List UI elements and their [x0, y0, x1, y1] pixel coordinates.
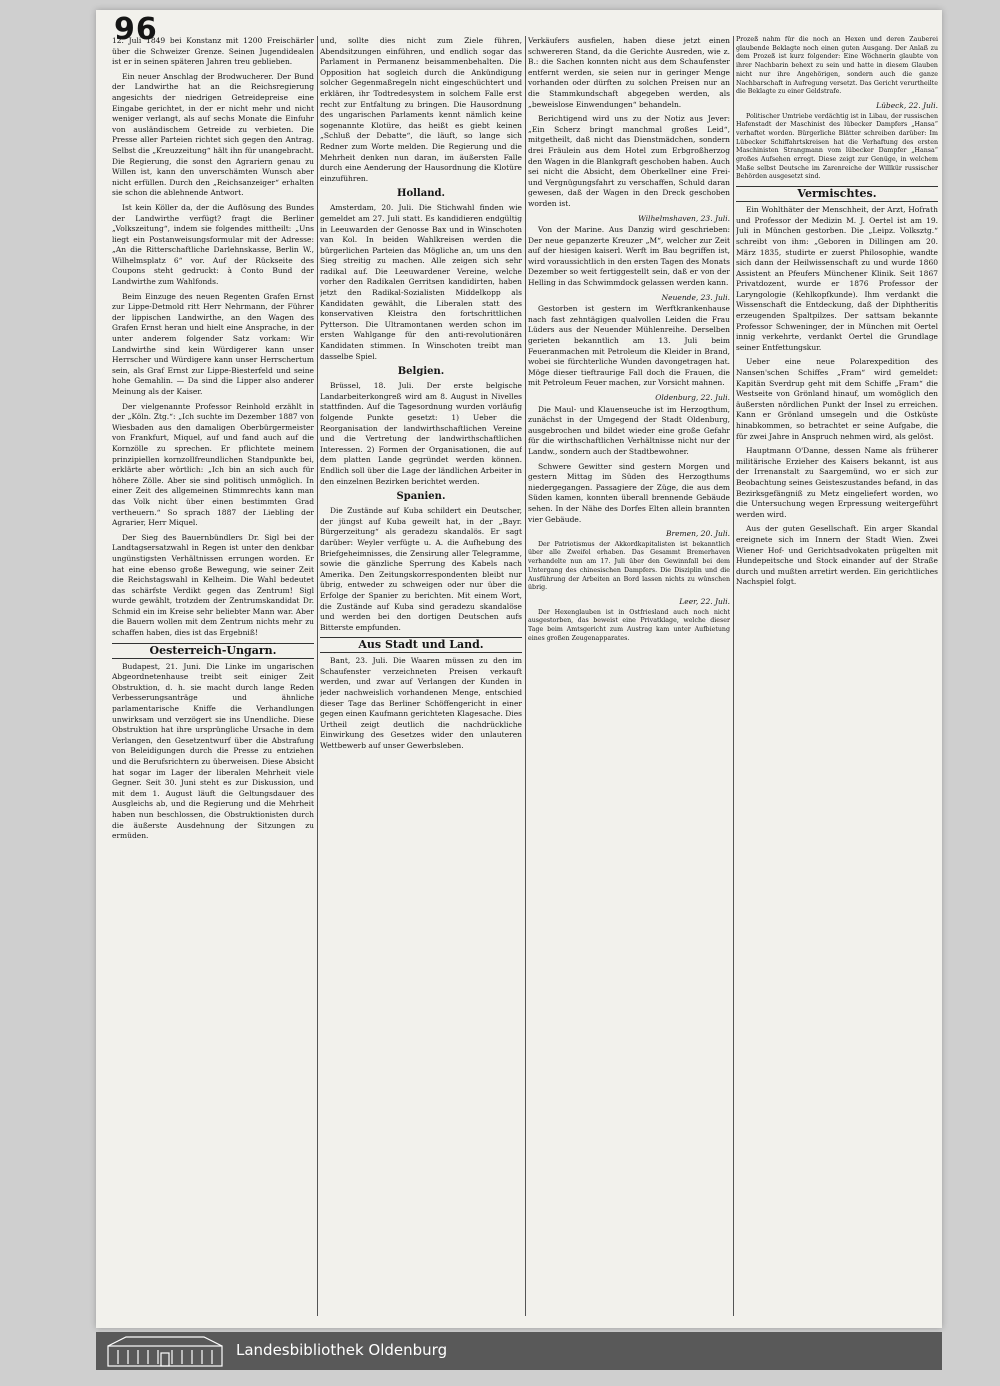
newspaper-page: [96, 10, 942, 1328]
dateline: Neuende, 23. Juli.: [661, 292, 730, 302]
column-4: [736, 36, 938, 1316]
section-heading: Aus Stadt und Land.: [320, 637, 522, 653]
article-paragraph: Ein neuer Anschlag der Brodwucherer. Der Bund der Landwirthe hat an die Reichsregierung angesichts der niedrigen Getreidepreise eine Eingabe gerichtet, in der er nicht mehr und nicht weniger verlangt, als auf sechs Monate die Einfuhr von ausländischem Getreide zu verbieten. Die Presse aller Parteien richtet sich gegen den Antrag. Selbst die „Kreuzzeitung“ hält ihn für unangebracht. Die Regierung, die sonst den Agrariern genau zu Willen ist, kann den unverschämten Wunsch aber nicht erfüllen. Durch den „Reichsanzeiger“ erhalten sie schon die ablehnende Antwort.: [112, 71, 314, 198]
dateline: Wilhelmshaven, 23. Juli.: [638, 213, 730, 223]
article-paragraph: Brüssel, 18. Juli. Der erste belgische Landarbeiterkongreß wird am 8. August in Nivelles stattfinden. Auf die Tagesordnung wurden vorläufig folgende Punkte gesetzt: 1) Ueber die Reorganisation der landwirthschaftlichen Vereine und die Vertretung der landwirthschaftlichen Interessen. 2) Formen der Organisationen, die auf dem platten Lande gegründet werden können. Endlich soll über die Lage der ländlichen Arbeiter in den einzelnen Bezirken berichtet werden.: [320, 381, 522, 486]
article-paragraph: Aus der guten Gesellschaft. Ein arger Skandal ereignete sich im Innern der Stadt Wien. Zwei Wiener Hof- und Gerichtsadvokaten prügelten mit Hundepeitsche und Stock einander auf der Straße durch und mußten arretirt werden. Ein gerichtliches Nachspiel folgt.: [736, 524, 938, 587]
section-heading: Oesterreich-Ungarn.: [112, 643, 314, 659]
section-heading: Vermischtes.: [736, 186, 938, 202]
column-1: [112, 36, 314, 1316]
article-paragraph: Beim Einzuge des neuen Regenten Grafen Ernst zur Lippe-Detmold ritt Herr Nehrmann, der Führer der lippischen Landwirthe, an den Wagen des Grafen Ernst heran und hielt eine Ansprache, in der unter anderem folgender Satz vorkam: Wir Landwirthe sind kein Würdigerer kann unser Herrscher und Würdigere kann unser Herrschertum sein, als Graf Ernst zur Lippe-Biesterfeld und seine hohe Gemahlin. — Da sind die Lipper also anderer Meinung als der Kaiser.: [112, 291, 314, 396]
section-heading: Belgien.: [397, 366, 445, 378]
column-rule: [525, 36, 526, 1316]
article-paragraph: Der Sieg des Bauernbündlers Dr. Sigl bei der Landtagsersatzwahl in Regen ist unter den denkbar ungünstigsten Verhältnissen errungen worden. Er hat eine ebenso große Bewegung, wie seiner Zeit die Reichstagswahl in Kelheim. Die Wahl bedeutet das schärfste Verdikt gegen das Zentrum! Sigl wurde gewählt, trotzdem der Zentrumskandidat Dr. Schmid ein im Kreise sehr beliebter Mann war. Aber die Bauern wollen mit dem Zentrum nichts mehr zu schaffen haben, dies ist das Ergebniß!: [112, 532, 314, 638]
column-2: [320, 36, 522, 1316]
article-paragraph: Ist kein Köller da, der die Auflösung des Bundes der Landwirthe verfügt? fragt die Berliner „Volkszeitung“, indem sie folgendes mittheilt: „Uns liegt ein Postanweisungsformular mit der Adresse: „An die Ritterschaftliche Darlehnskasse, Berlin W., Wilhelmsplatz 6“ vor. Auf der Rückseite des Coupons steht gedruckt: à Conto Bund der Landwirthe zum Wahlfonds.: [112, 202, 314, 287]
article-paragraph: Schwere Gewitter sind gestern Morgen und gestern Mittag im Süden des Herzogthums niedergegangen. Passagiere der Züge, die aus dem Süden kamen, konnten überall brennende Gebäude sehen. In der Nähe des Dorfes Elten allein brannten vier Gebäude.: [528, 461, 730, 524]
article-paragraph: Berichtigend wird uns zu der Notiz aus Jever: „Ein Scherz bringt manchmal großes Leid“, mitgetheilt, daß nicht das Dienstmädchen, sondern drei Fräulein aus dem Hotel zum Erbgroßherzog den Wagen in die Blankgraft geschoben haben. Auch sei nicht die Absicht, dem Oberkellner eine Frei- und Vergnügungsfahrt zu verschaffen, Schuld daran gewesen, daß der Wagen in den Dreck geschoben worden ist.: [528, 114, 730, 208]
dateline: Bremen, 20. Juli.: [665, 529, 730, 539]
library-building-logo: [106, 1334, 224, 1368]
column-rule: [733, 36, 734, 1316]
column-3: [528, 36, 730, 1316]
article-paragraph: Budapest, 21. Juni. Die Linke im ungarischen Abgeordnetenhause treibt seit einiger Zeit Obstruktion, d. h. sie macht durch lange Reden Verbesserungsanträge und ähnliche parlamentarische Kniffe die Verhandlungen unwirksam und verzögert sie ins Unendliche. Diese Obstruktion hat ihre ursprüngliche Ursache in dem Verlangen, den Gesetzentwurf über die Abstrafung von Beleidigungen durch die Presse zu entziehen und die Berufsrichtern zu überweisen. Diese Absicht hat sogar im Lager der liberalen Mehrheit viele Gegner. Seit 30. Juni steht es zur Diskussion, und mit dem 1. August läuft die Geltungsdauer des Ausgleichs ab, und die Regierung und die Mehrheit haben nun beschlossen, die Obstruktionisten durch die äußerste Ausdehnung der Sitzungen zu ermüden.: [112, 661, 314, 841]
section-heading: Spanien.: [396, 491, 446, 503]
column-rule: [317, 36, 318, 1316]
article-paragraph: Der vielgenannte Professor Reinhold erzählt in der „Köln. Ztg.“: „Ich suchte im Dezember 1887 von Wiesbaden aus den damaligen Oberbürgermeister von Frankfurt, Miquel, auf und fand auch auf die Kornzölle zu sprechen. Er pflichtete meinem prinzipiellen kornzollfreundlichen Standpunkte bei, erklärte aber wörtlich: „Ich bin an sich auch für höhere Zölle. Aber sie sind politisch unmöglich. In einer Zeit des allgemeinen Stimmrechts kann man das Volk nicht über einen bestimmten Grad vertheuern.“ So sprach 1887 der Liebling der Agrarier, Herr Miquel.: [112, 401, 314, 528]
dateline: Lübeck, 22. Juli.: [876, 100, 938, 110]
article-paragraph: Prozeß nahm für die noch an Hexen und deren Zauberei glaubende Beklagte noch einen guten Ausgang. Der Anlaß zu dem Prozeß ist kurz folgender: Eine Wöchnerin glaubte von ihrer Nachbarin behext zu sein und hatte in diesem Glauben nicht nur ihre Angehörigen, sondern auch die ganze Nachbarschaft in Aufregung versetzt. Das Gericht verurtheilte die Beklagte zu einer Geldstrafe.: [736, 36, 938, 96]
article-paragraph: Ueber eine neue Polarexpedition des Nansen'schen Schiffes „Fram“ wird gemeldet: Kapitän Sverdrup geht mit dem Schiffe „Fram“ die Westseite von Grönland hinauf, um womöglich den äußersten nördlichen Punkt der Insel zu erreichen. Kann er Grönland umsegeln und die Ostküste hinabkommen, so betrachtet er seine Aufgabe, die für zwei Jahre in Anspruch nehmen wird, als gelöst.: [736, 357, 938, 441]
page-number: 96: [114, 12, 158, 47]
dateline: Oldenburg, 22. Juli.: [655, 393, 730, 402]
article-paragraph: Bant, 23. Juli. Die Waaren müssen zu den im Schaufenster verzeichneten Preisen verkauft werden, und zwar auf Verlangen der Kunden in jeder nachweislich vorhandenen Menge, entschied dieser Tage das Berliner Schöffengericht in einer gegen einen Kaufmann gerichteten Klagesache. Dies Urtheil zeigt deutlich die nachdrückliche Einwirkung des Gesetzes wider den unlauteren Wettbewerb auf unser Gewerbsleben.: [320, 656, 522, 751]
article-paragraph: Die Zustände auf Kuba schildert ein Deutscher, der jüngst auf Kuba geweilt hat, in der „Bayr. Bürgerzeitung“ als geradezu skandalös. Er sagt darüber: Weyler verfügte u. A. die Aufhebung des Briefgeheimnisses, die Zensirung aller Telegramme, sowie die gänzliche Sperrung des Kabels nach Amerika. Den Zeitungskorrespondenten bleibt nur übrig, entweder zu schweigen oder nur über die Erfolge der Spanier zu berichten. Mit einem Wort, die Zustände auf Kuba sind geradezu skandalöse und werden bei den dortigen Deutschen aufs Bitterste empfunden.: [320, 506, 522, 632]
article-paragraph: Der Hexenglauben ist in Ostfriesland auch noch nicht ausgestorben, das beweist eine Privatklage, welche dieser Tage beim Amtsgericht zum Austrag kam unter Aufbietung eines großen Zeugenapparates.: [528, 608, 730, 642]
article-paragraph: Ein Wohlthäter der Menschheit, der Arzt, Hofrath und Professor der Medizin M. J. Oertel ist am 19. Juli in München gestorben. Die „Leipz. Volksztg.“ schreibt von ihm: „Geboren in Dillingen am 20. März 1835, studirte er zuerst Philosophie, wandte sich dann der Heilwissenschaft zu und wurde 1860 Assistent an Pfeufers Münchener Klinik. Seit 1867 Privatdozent, wurde er 1876 Professor der Laryngologie (Kehlkopfkunde). Ihm verdankt die Wissenschaft die Entdeckung, daß der Diphtheritis erzeugenden Spaltpilzes. Der sattsam bekannte Professor Schweninger, der in München mit Oertel innig verkehrte, verdankt Oertel die Grundlage seiner Entfettungskur.: [736, 205, 938, 352]
library-name: Landesbibliothek Oldenburg: [236, 1341, 448, 1359]
article-paragraph: Verkäufers ausfielen, haben diese jetzt einen schwereren Stand, da die Gerichte Ausreden, wie z. B.: die Sachen konnten nicht aus dem Schaufenster entfernt werden, sie seien nur in geringer Menge vorhanden oder dürften zu solchen Preisen nur an die Stammkundschaft abgegeben werden, als „beweislose Einwendungen“ behandeln.: [528, 36, 730, 109]
article-paragraph: Hauptmann O'Danne, dessen Name als früherer militärische Erzieher des Kaisers bekannt, ist aus der Irrenanstalt zu Saargemünd, wo er sich zur Beobachtung seines Geisteszustandes befand, in das Bezirksgefängniß zu Metz eingeliefert worden, wo die Untersuchung wegen Erpressung weitergeführt werden wird.: [736, 446, 938, 519]
article-paragraph: Von der Marine. Aus Danzig wird geschrieben: Der neue gepanzerte Kreuzer „M“, welcher zur Zeit auf der hiesigen kaiserl. Werft im Bau begriffen ist, wird voraussichtlich in den ersten Tagen des Monats Dezember so weit fertiggestellt sein, daß er von der Helling in das Schwimmdock gelassen werden kann.: [528, 225, 730, 288]
article-paragraph: Amsterdam, 20. Juli. Die Stichwahl finden wie gemeldet am 27. Juli statt. Es kandidieren endgültig in Leeuwarden der Genosse Bax und in Winschoten van Kol. In beiden Wahlkreisen werden die bürgerlichen Parteien das Mögliche an, um uns den Sieg streitig zu machen. Alle zeigen sich sehr radikal auf. Die Leeuwardener Vereine, welche vorher den Radikalen Gerritsen kandidirten, haben jetzt den Radikal-Sozialisten Middelkopp als Kandidaten gewählt, die Liberalen statt des konservativen Kleistra den fortschrittlichen Pytterson. Die Ultramontanen werden schon im ersten Wahlgange für den anti-revolutionären Kandidaten stimmen. In Winschoten treibt man dasselbe Spiel.: [320, 203, 522, 361]
article-paragraph: 12. Juli 1849 bei Konstanz mit 1200 Freischärler über die Schweizer Grenze. Seinen Jugendidealen ist er in seinen späteren Jahren treu geblieben.: [112, 36, 314, 67]
section-heading: Holland.: [397, 188, 445, 200]
dateline: Leer, 22. Juli.: [679, 596, 730, 606]
article-paragraph: Gestorben ist gestern im Werftkrankenhause nach fast zehntägigen qualvollen Leiden die Frau Lüders aus der Neuender Mühlenreihe. Derselben gerieten bekanntlich am 13. Juli beim Feueranmachen mit Petroleum die Kleider in Brand, wobei sie fürchterliche Wunden davongetragen hat. Möge dieser tieftraurige Fall doch die Frauen, die mit Petroleum Feuer machen, zur Vorsicht mahnen.: [528, 304, 730, 388]
article-paragraph: Die Maul- und Klauenseuche ist im Herzogthum, zunächst in der Umgegend der Stadt Oldenburg, ausgebrochen und bildet wieder eine große Gefahr für die wirthschaftlichen Verhältnisse nicht nur der Landw., sondern auch der Stadtbewohner.: [528, 404, 730, 456]
article-paragraph: und, sollte dies nicht zum Ziele führen, Abendsitzungen einführen, und endlich sogar das Parlament in Permanenz beisammenbehalten. Die Opposition hat sogleich durch die Ankündigung solcher Gegenmaßregeln nicht eingeschüchtert und erklären, ihr Todtredesystem in solchem Falle erst recht zur Entfaltung zu bringen. Die Hausordnung des ungarischen Parlaments kennt nämlich keine sogenannte Klotüre, das heißt es giebt keinen „Schluß der Debatte“, die läuft, so lange sich Redner zum Worte melden. Die Regierung und die Mehrheit denken nun daran, im äußersten Falle durch eine Aenderung der Hausordnung die Klotüre einzuführen.: [320, 36, 522, 183]
article-paragraph: Politischer Umtriebe verdächtig ist in Libau, der russischen Hafenstadt der Maschinist des lübecker Dampfers „Hansa“ verhaftet worden. Bürgerliche Blätter schreiben darüber: Im Lübecker Schiffahrtskreisen hat die Verhaftung des ersten Maschinisten Strangmann vom lübecker Dampfer „Hansa“ großes Aufsehen erregt. Diese zeigt zur Genüge, in welchem Maße selbst Deutsche im Zarenreiche der Willkür russischer Behörden ausgesetzt sind.: [736, 112, 938, 181]
article-paragraph: Der Patriotismus der Akkordkapitalisten ist bekanntlich über alle Zweifel erhaben. Das Gesammt Bremerhaven verhandelte nun am 17. Juli über den Gewinnfall bei dem Untergang des chinesischen Dampfers. Die Disziplin und die Ausführung der Arbeiten an Bord lassen nichts zu wünschen übrig.: [528, 540, 730, 592]
library-footer-bar: [96, 1332, 942, 1370]
